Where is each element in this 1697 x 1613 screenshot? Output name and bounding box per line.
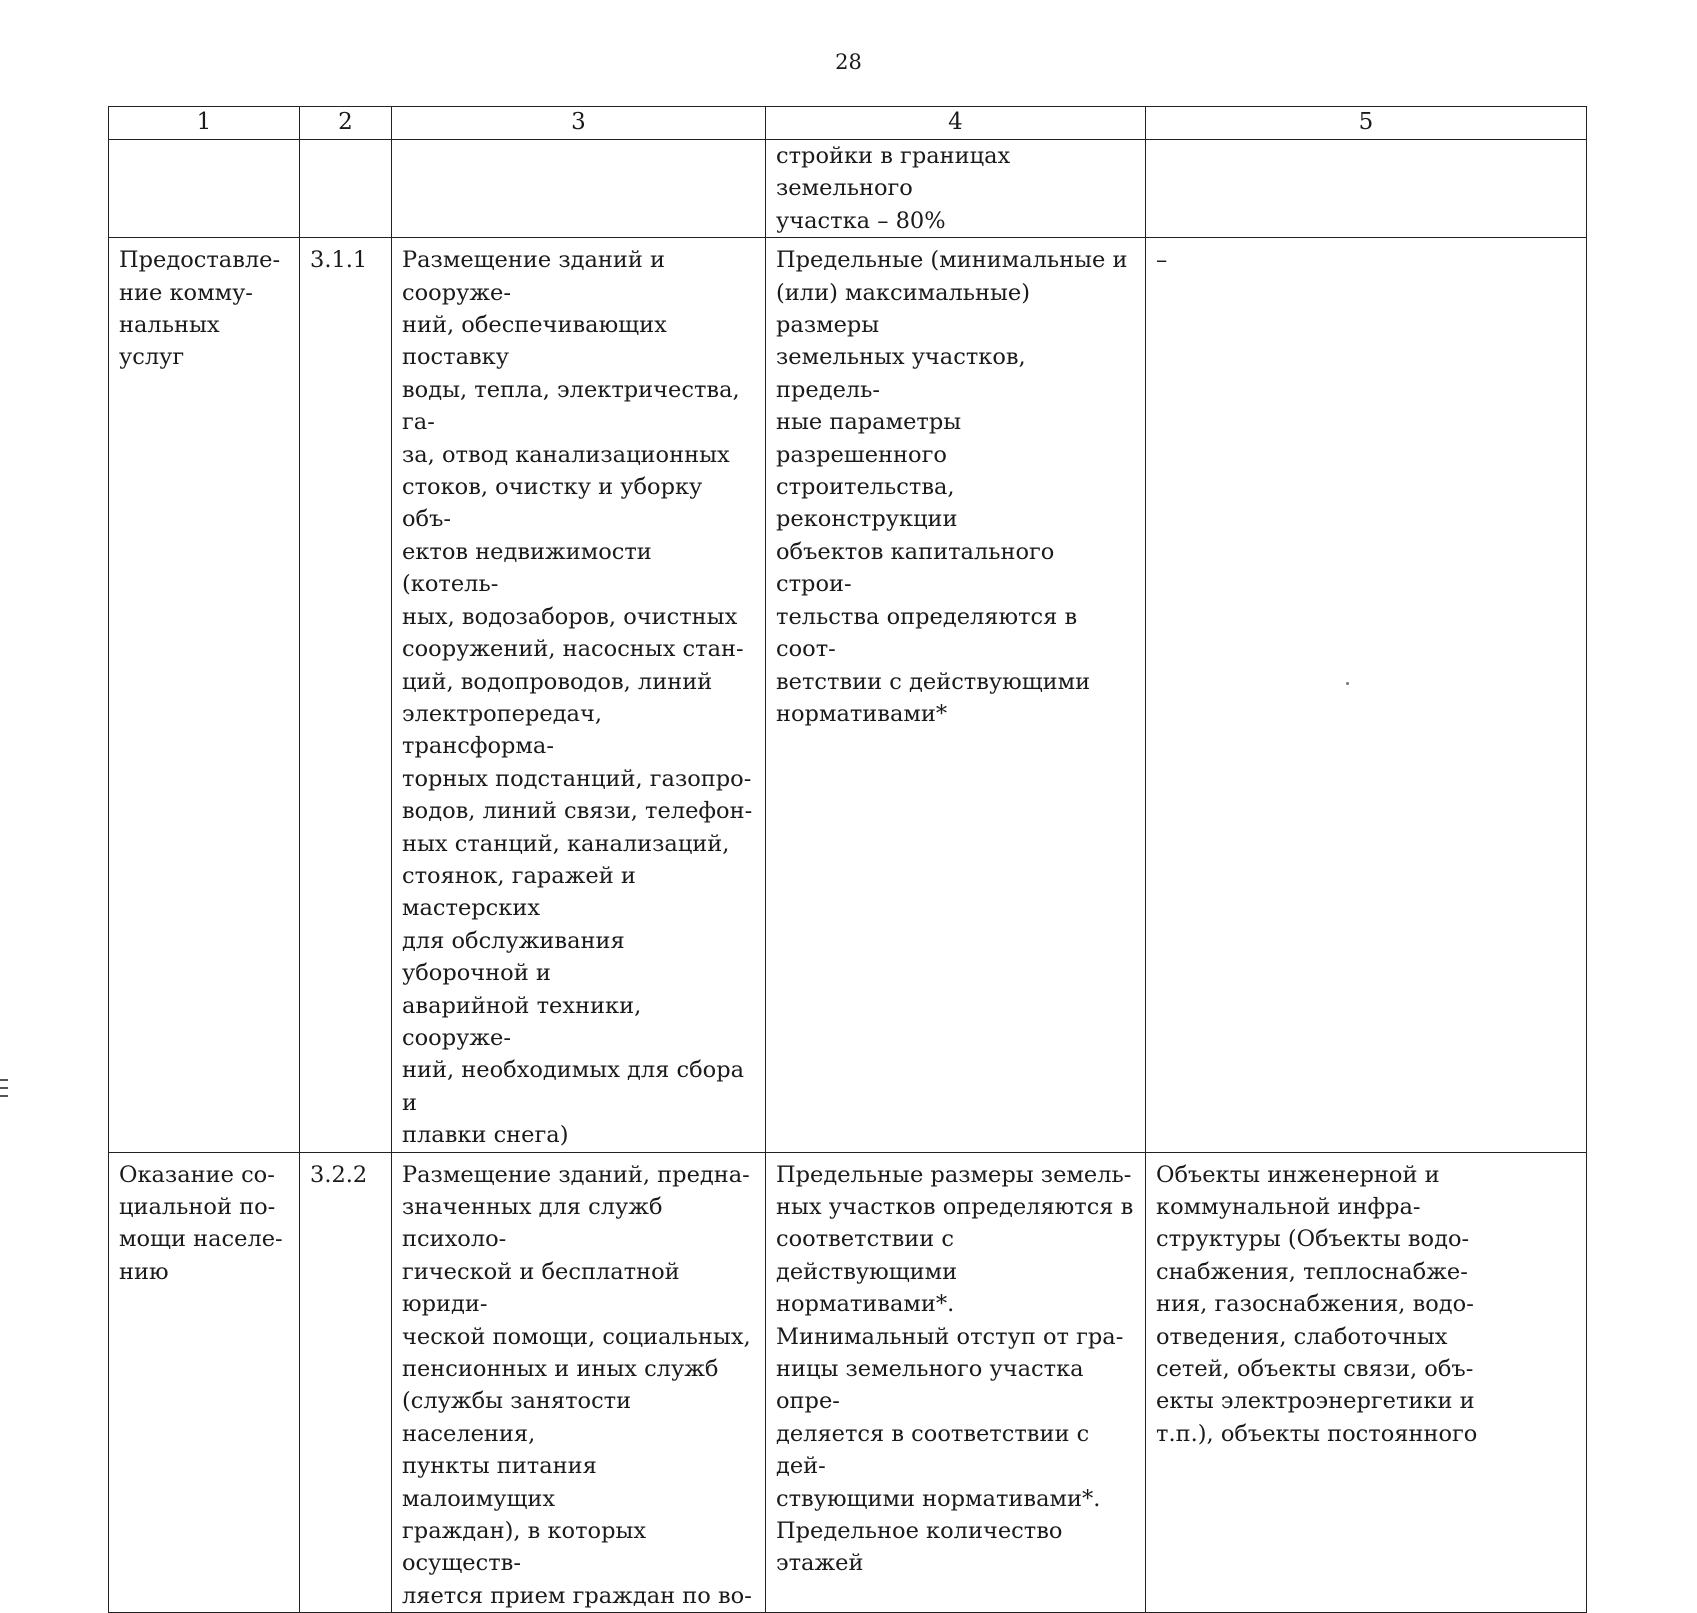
column-header-1: 1: [109, 107, 300, 140]
use-type-description: Размещение зданий, предна- значенных для служб психоло- гической и бесплатной юриди- ческой помощи, социальных, пенсионных и иных служб (службы занятости населения, пункты питания малоимущих граждан), в которых осуществ- ляется прием граждан по во-: [392, 1152, 766, 1613]
scan-artifact: [0, 1087, 8, 1089]
use-type-restrictions: Объекты инженерной и коммунальной инфра- структуры (Объекты водо- снабжения, теплоснабже- ния, газоснабжения, водо- отведения, слаботочных сетей, объекты связи, объ- екты электроэнергетики и т.п.), объекты постоянного: [1146, 1152, 1587, 1613]
table-header-row: [109, 107, 1587, 140]
land-use-table: [108, 106, 1587, 1613]
page-number: 28: [835, 50, 862, 74]
use-type-restrictions: –: [1146, 238, 1587, 1152]
continuation-col2: [300, 140, 392, 238]
scan-artifact: [0, 1095, 8, 1097]
scan-artifact: [1346, 682, 1349, 685]
continuation-col3: [392, 140, 766, 238]
table-row: [109, 238, 1587, 1152]
use-type-code: 3.2.2: [300, 1152, 392, 1613]
continuation-row: [109, 140, 1587, 238]
continuation-col4: стройки в границах земельного участка – 80%: [766, 140, 1146, 238]
column-header-4: 4: [766, 107, 1146, 140]
table-row: [109, 1152, 1587, 1613]
use-type-code: 3.1.1: [300, 238, 392, 1152]
column-header-2: 2: [300, 107, 392, 140]
column-header-3: 3: [392, 107, 766, 140]
scan-artifact: [0, 1079, 8, 1081]
use-type-description: Размещение зданий и сооруже- ний, обеспечивающих поставку воды, тепла, электричества, га- за, отвод канализационных стоков, очистку и уборку объ- ектов недвижимости (котель- ных, водозаборов, очистных сооружений, насосных стан- ций, водопроводов, линий электропередач, трансформа- торных подстанций, газопро- водов, линий связи, телефон- ных станций, канализаций, стоянок, гаражей и мастерских для обслуживания уборочной и аварийной техники, сооруже- ний, необходимых для сбора и плавки снега): [392, 238, 766, 1152]
use-type-parameters: Предельные (минимальные и (или) максимальные) размеры земельных участков, предель- ные параметры разрешенного строительства, реконструкции объектов капитального строи- тельства определяются в соот- ветствии с действующими нормативами*: [766, 238, 1146, 1152]
use-type-parameters: Предельные размеры земель- ных участков определяются в соответствии с действующими нормативами*. Минимальный отступ от гра- ницы земельного участка опре- деляется в соответствии с дей- ствующими нормативами*. Предельное количество этажей: [766, 1152, 1146, 1613]
continuation-col1: [109, 140, 300, 238]
use-type-name: Предоставле- ние комму- нальных услуг: [109, 238, 300, 1152]
column-header-5: 5: [1146, 107, 1587, 140]
continuation-col5: [1146, 140, 1587, 238]
use-type-name: Оказание со- циальной по- мощи населе- нию: [109, 1152, 300, 1613]
